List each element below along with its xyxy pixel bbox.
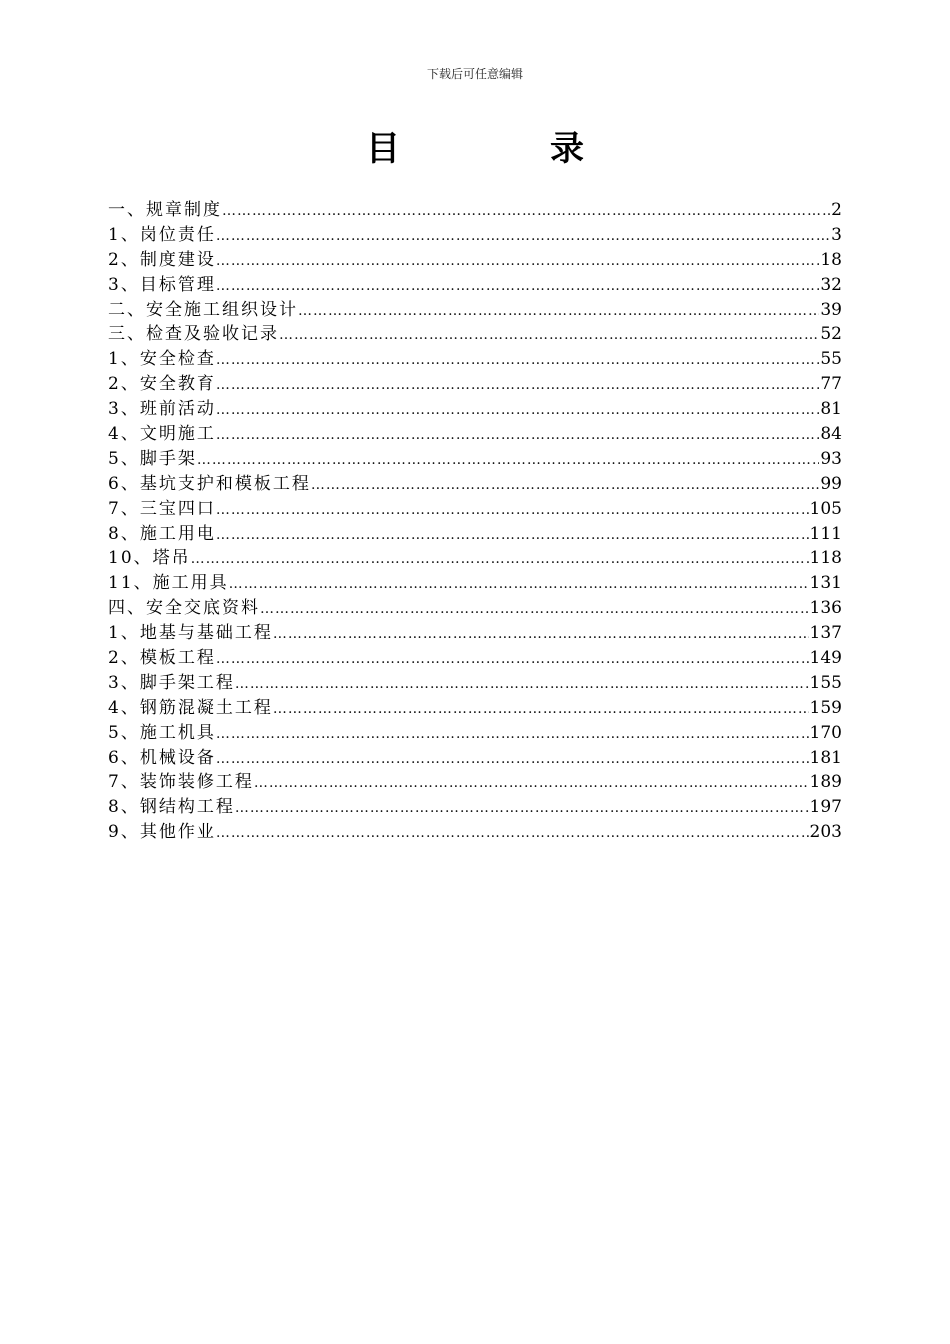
toc-dot-leader <box>273 697 809 721</box>
toc-entry[interactable] <box>108 546 842 571</box>
toc-entry[interactable] <box>108 422 842 447</box>
toc-entry[interactable] <box>108 696 842 721</box>
toc-entry[interactable] <box>108 596 842 621</box>
toc-dot-leader <box>216 423 820 447</box>
toc-entry[interactable] <box>108 273 842 298</box>
toc-dot-leader <box>279 323 819 347</box>
toc-entry-label: 2、安全教育 <box>108 374 216 395</box>
toc-entry-label: 6、基坑支护和模板工程 <box>108 473 311 494</box>
toc-dot-leader <box>298 299 819 323</box>
toc-entry[interactable] <box>108 820 842 845</box>
toc-dot-leader <box>273 622 809 646</box>
toc-entry-page-number: 2 <box>831 200 842 220</box>
toc-dot-leader <box>229 572 809 596</box>
toc-entry-label: 7、三宝四口 <box>108 498 216 519</box>
toc-entry[interactable] <box>108 298 842 323</box>
toc-entry[interactable] <box>108 621 842 646</box>
toc-entry-page-number: 137 <box>809 623 842 644</box>
toc-entry-label: 8、施工用电 <box>108 523 216 544</box>
toc-entry-label: 7、装饰装修工程 <box>108 772 254 793</box>
page-title <box>0 126 950 172</box>
toc-entry[interactable] <box>108 322 842 347</box>
toc-entry-page-number: 77 <box>820 374 842 395</box>
toc-entry[interactable] <box>108 347 842 372</box>
toc-entry-page-number: 131 <box>809 573 842 594</box>
toc-dot-leader <box>216 249 820 273</box>
toc-entry-label: 8、钢结构工程 <box>108 797 235 818</box>
header-note: 下载后可任意编辑 <box>426 67 523 81</box>
title-char-2: 录 <box>550 129 584 169</box>
toc-entry-label: 二、安全施工组织设计 <box>108 299 298 320</box>
toc-entry-label: 3、脚手架工程 <box>108 672 235 693</box>
toc-dot-leader <box>254 771 809 795</box>
toc-entry[interactable] <box>108 646 842 671</box>
toc-dot-leader <box>216 348 820 372</box>
toc-entry[interactable] <box>108 522 842 547</box>
toc-dot-leader <box>216 647 809 671</box>
toc-dot-leader <box>216 224 830 248</box>
toc-dot-leader <box>216 398 820 422</box>
toc-entry-page-number: 99 <box>820 473 842 494</box>
toc-entry[interactable] <box>108 795 842 820</box>
toc-entry-page-number: 93 <box>820 448 842 469</box>
toc-entry[interactable] <box>108 223 842 248</box>
toc-dot-leader <box>191 547 809 571</box>
toc-entry[interactable] <box>108 746 842 771</box>
toc-entry-label: 10、塔吊 <box>108 548 191 569</box>
toc-entry[interactable] <box>108 571 842 596</box>
toc-dot-leader <box>222 199 830 223</box>
toc-entry-page-number: 189 <box>809 772 842 793</box>
toc-entry-page-number: 197 <box>809 797 842 818</box>
title-char-1: 目 <box>366 129 400 169</box>
toc-dot-leader <box>216 274 820 298</box>
toc-entry-page-number: 136 <box>809 598 842 619</box>
toc-dot-leader <box>216 821 809 845</box>
toc-entry[interactable] <box>108 447 842 472</box>
toc-entry[interactable] <box>108 198 842 223</box>
toc-entry[interactable] <box>108 248 842 273</box>
toc-entry-label: 一、规章制度 <box>108 200 222 220</box>
table-of-contents <box>108 198 842 845</box>
toc-entry-page-number: 32 <box>820 274 842 295</box>
toc-entry[interactable] <box>108 671 842 696</box>
toc-entry-page-number: 3 <box>831 224 842 245</box>
toc-dot-leader <box>260 597 809 621</box>
toc-entry-page-number: 52 <box>820 324 842 345</box>
toc-entry-page-number: 181 <box>809 747 842 768</box>
toc-entry-label: 1、岗位责任 <box>108 224 216 245</box>
toc-entry-page-number: 118 <box>809 548 842 569</box>
toc-entry-label: 9、其他作业 <box>108 822 216 843</box>
toc-entry-page-number: 55 <box>820 349 842 370</box>
toc-entry-page-number: 81 <box>820 399 842 420</box>
toc-entry-page-number: 105 <box>809 498 842 519</box>
toc-dot-leader <box>216 373 820 397</box>
toc-entry[interactable] <box>108 372 842 397</box>
toc-entry-label: 3、目标管理 <box>108 274 216 295</box>
toc-entry-page-number: 170 <box>809 722 842 743</box>
toc-entry-label: 1、安全检查 <box>108 349 216 370</box>
toc-dot-leader <box>216 747 809 771</box>
toc-entry-label: 11、施工用具 <box>108 573 229 594</box>
toc-entry-label: 5、施工机具 <box>108 722 216 743</box>
toc-entry[interactable] <box>108 472 842 497</box>
toc-entry[interactable] <box>108 721 842 746</box>
toc-dot-leader <box>216 722 809 746</box>
toc-entry-label: 2、制度建设 <box>108 249 216 270</box>
toc-entry-label: 2、模板工程 <box>108 648 216 669</box>
toc-entry-label: 三、检查及验收记录 <box>108 324 279 345</box>
toc-entry-page-number: 84 <box>820 424 842 445</box>
toc-entry-page-number: 159 <box>809 697 842 718</box>
toc-entry[interactable] <box>108 397 842 422</box>
toc-entry-page-number: 155 <box>809 672 842 693</box>
toc-entry-label: 4、文明施工 <box>108 424 216 445</box>
toc-dot-leader <box>235 796 809 820</box>
toc-dot-leader <box>197 448 820 472</box>
toc-entry-page-number: 111 <box>809 523 842 544</box>
toc-entry-label: 6、机械设备 <box>108 747 216 768</box>
toc-entry-page-number: 39 <box>820 299 842 320</box>
toc-dot-leader <box>216 498 809 522</box>
toc-entry[interactable] <box>108 497 842 522</box>
toc-entry-label: 4、钢筋混凝土工程 <box>108 697 273 718</box>
toc-entry-label: 1、地基与基础工程 <box>108 623 273 644</box>
toc-entry-page-number: 18 <box>820 249 842 270</box>
toc-dot-leader <box>216 523 809 547</box>
toc-dot-leader <box>311 473 820 497</box>
toc-dot-leader <box>235 672 809 696</box>
toc-entry-label: 3、班前活动 <box>108 399 216 420</box>
toc-entry-label: 5、脚手架 <box>108 448 197 469</box>
toc-entry-page-number: 203 <box>809 822 842 843</box>
toc-entry[interactable] <box>108 770 842 795</box>
toc-entry-label: 四、安全交底资料 <box>108 598 260 619</box>
toc-entry-page-number: 149 <box>809 648 842 669</box>
